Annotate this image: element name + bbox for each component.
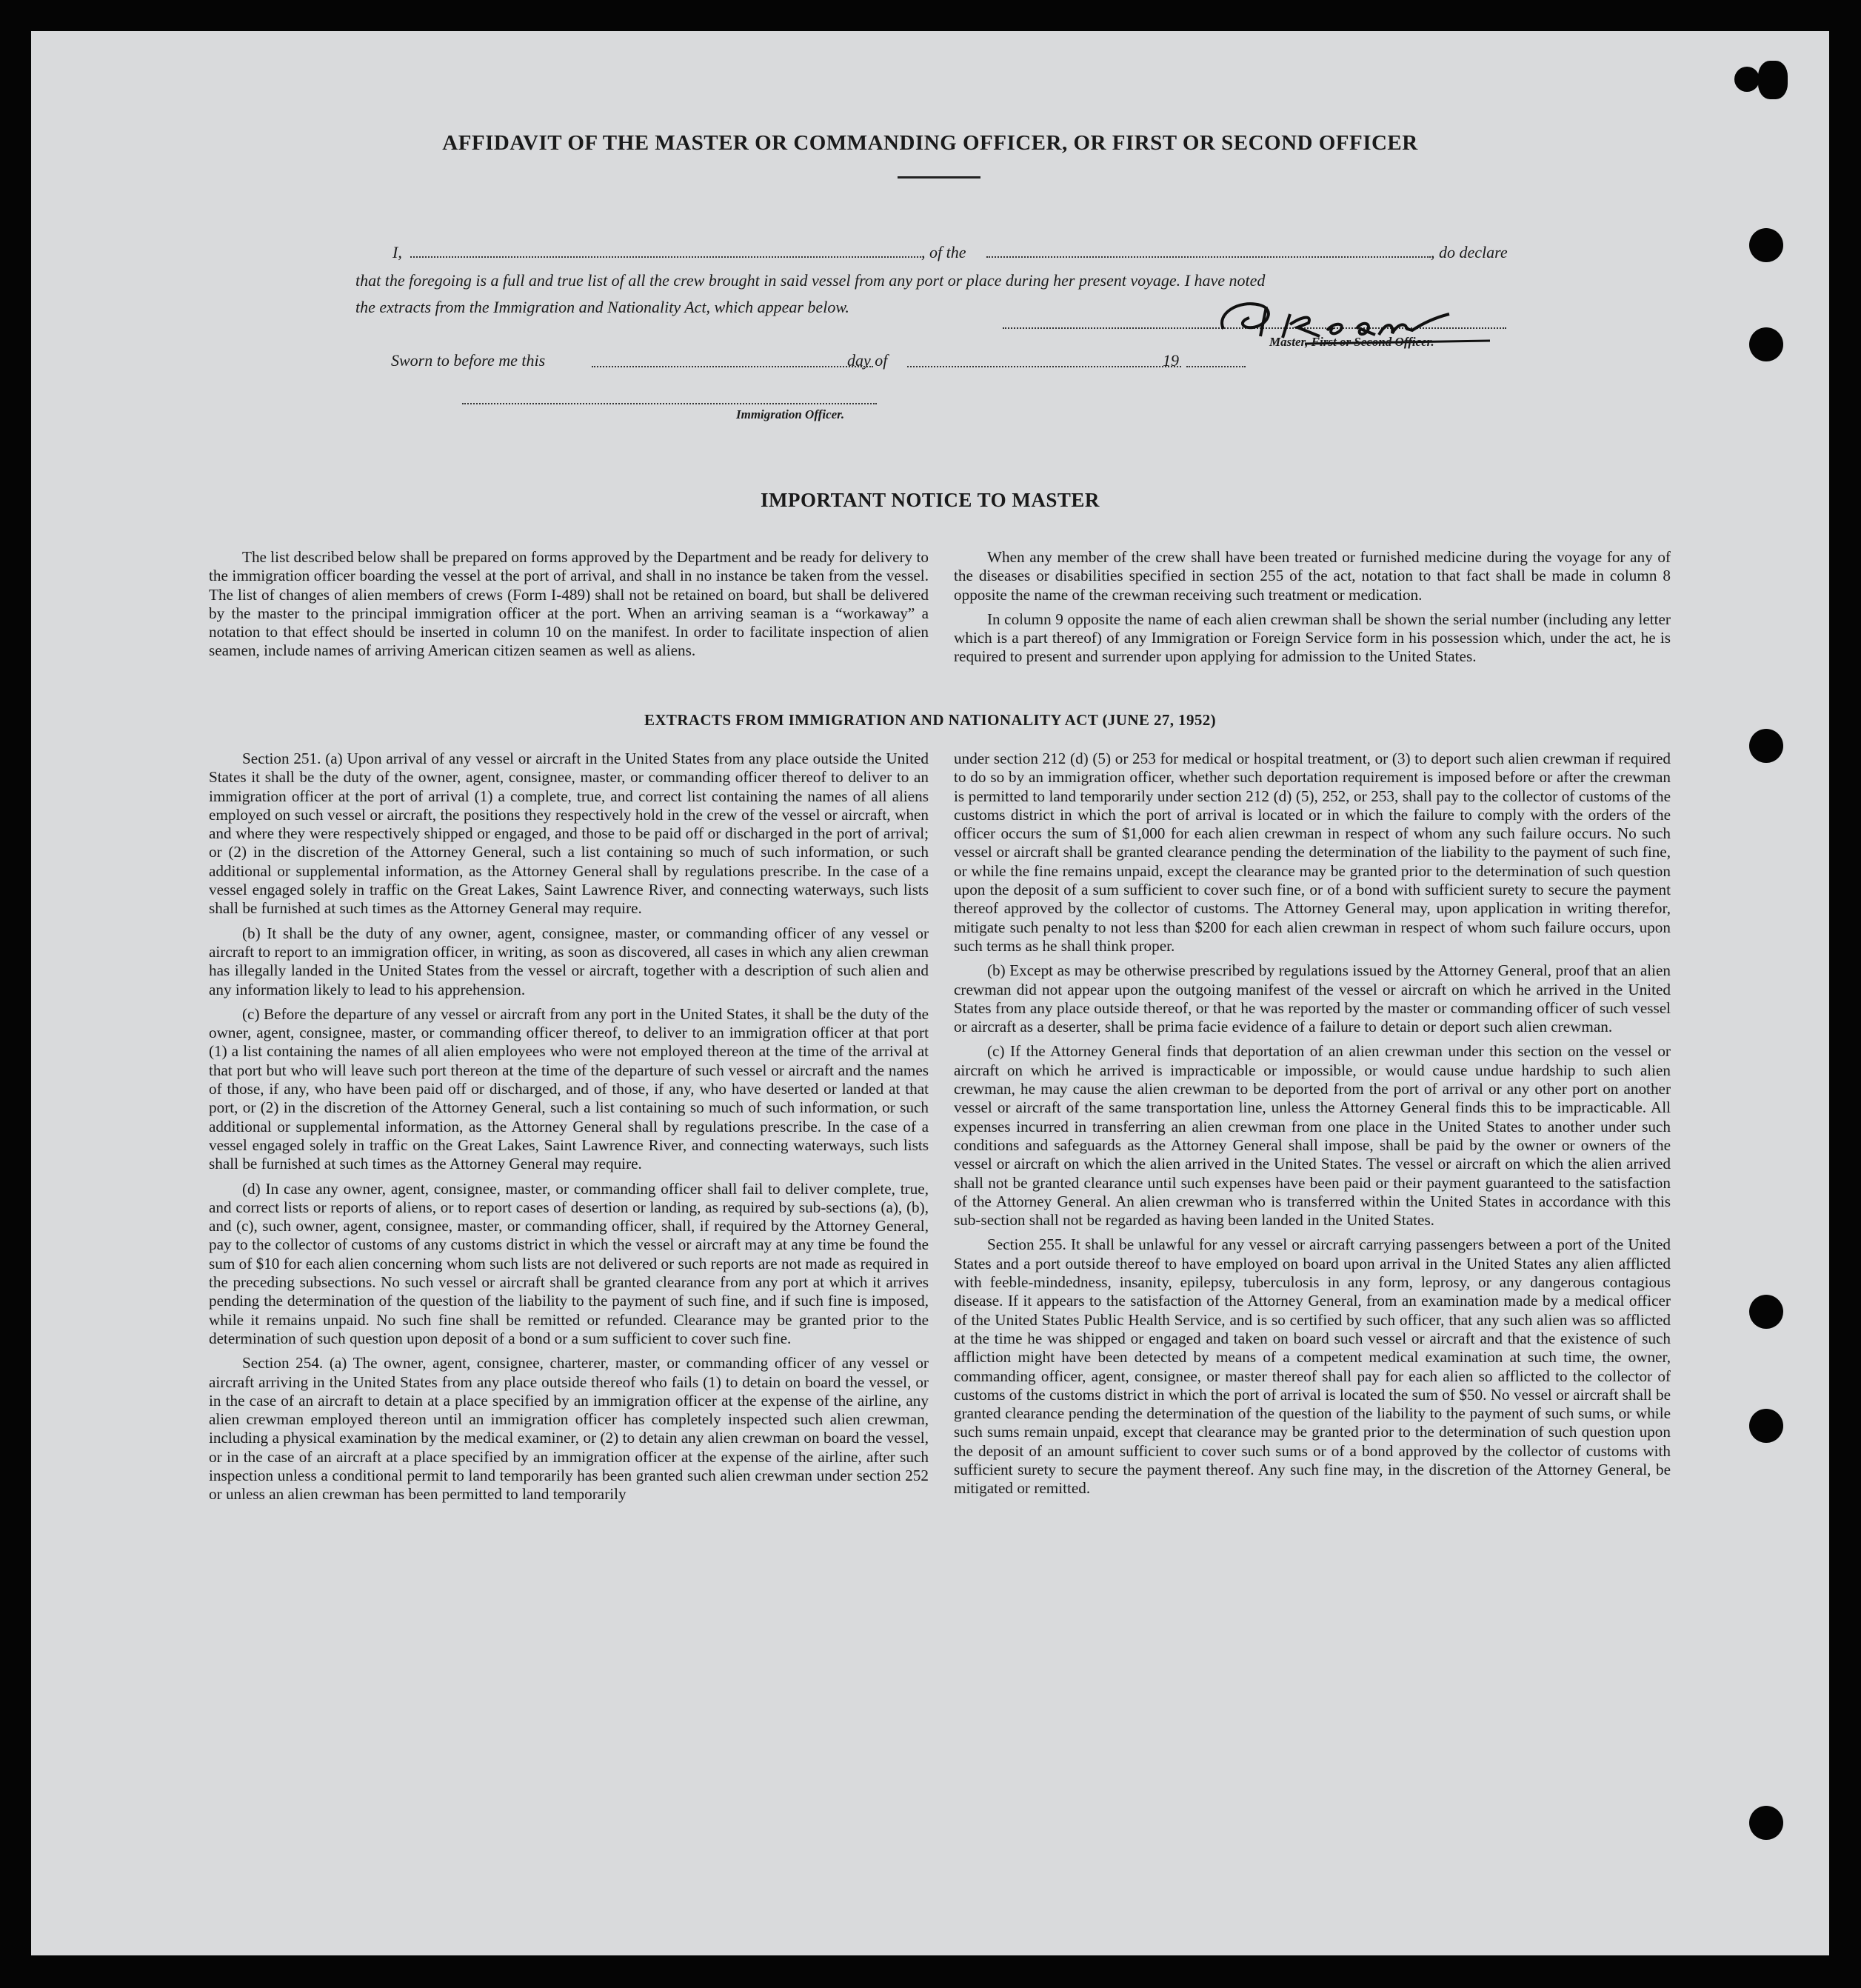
affidavit-statement-line-2: the extracts from the Immigration and Nationality Act, which appear below. (355, 298, 849, 316)
section-254-a-continued: under section 212 (d) (5) or 253 for medical or hospital treatment, or (3) to deport such alien crewman if required to do so by an immigration officer, whether such deportation requirement is imposed before or after the crewman is permitted to land temporarily under section 212 (d) (5), 252, or 253, shall pay to the collector of customs of the customs district in which the port of arrival is located or in which the failure to comply with the orders of the officer occurs the sum of $1,000 for each alien crewman in respect of whom any such failure occurs. No such vessel or aircraft shall be granted clearance pending the determination of the liability to the payment of such fine, or while the fine remains unpaid, except the clearance may be granted prior to the determination of such question upon the deposit of a sum sufficient to cover such fine, or of a bond with sufficient surety to secure the payment thereof approved by the collector of customs. The Attorney General may, upon application in writing therefor, mitigate such penalty to not less than $200 for each alien crewman in respect of whom such failure occurs, upon such terms as he shall think proper. (954, 750, 1671, 955)
sworn-month-field[interactable] (907, 366, 1181, 367)
punch-hole (1749, 327, 1783, 361)
notice-right-paragraph-2: In column 9 opposite the name of each alien crewman shall be shown the serial number (including any letter which is a part thereof) of any Immigration or Foreign Service form in his possession which, under the act, he is required to present and surrender upon applying for admission to the United States. (954, 610, 1671, 666)
punch-hole (1749, 228, 1783, 262)
notice-right-column (954, 548, 1671, 667)
immigration-officer-signature-line[interactable] (462, 403, 877, 404)
sworn-year-field[interactable] (1186, 366, 1246, 367)
extracts-left-column (209, 750, 929, 1504)
punch-hole (1749, 1806, 1783, 1840)
sworn-day-of-label: day of (847, 351, 888, 370)
section-251-a: Section 251. (a) Upon arrival of any vessel or aircraft in the United States from any place outside the United States it shall be the duty of the owner, agent, consignee, master, or commanding officer thereof to deliver to an immigration officer at the port of arrival (1) a complete, true, and correct list containing the names of all aliens employed on such vessel or aircraft, the positions they respectively hold in the crew of the vessel or aircraft, when and where they were respectively shipped or engaged, and those to be paid off or discharged in the port of arrival; or (2) in the discretion of the Attorney General, such a list containing so much of such information, or such additional or supplemental information, as the Attorney General shall by regulations prescribe. In the case of a vessel engaged solely in traffic on the Great Lakes, Saint Lawrence River, and connecting waterways, such lists shall be furnished at such times as the Attorney General may require. (209, 750, 929, 918)
affidavit-declare-label: , do declare (1431, 243, 1508, 261)
section-254-c: (c) If the Attorney General finds that deportation of an alien crewman under this section on the vessel or aircraft on which he arrived is impracticable or impossible, or would cause undue hardship to such alien crewman, he may cause the alien crewman to be deported from the port of arrival or any other port on another vessel or aircraft of the same transportation line, unless the Attorney General finds this to be impracticable. All expenses incurred in transferring an alien crewman from one place in the United States to another under such conditions and safeguards as the Attorney General shall impose, shall be paid by the owner or owners of the vessel or aircraft on which the alien arrived in the United States. The vessel or aircraft on which the alien arrived shall not be granted clearance until such expenses have been paid or their payment guaranteed to the satisfaction of the Attorney General. An alien crewman who is transferred within the United States in accordance with this sub-section shall not be regarded as having been landed in the United States. (954, 1042, 1671, 1230)
affidavit-of-the-label: , of the (921, 243, 966, 261)
punch-hole (1749, 729, 1783, 763)
sworn-day-field[interactable] (592, 366, 873, 367)
extracts-right-column (954, 750, 1671, 1498)
notice-right-paragraph-1: When any member of the crew shall have been treated or furnished medicine during the voyage for any of the diseases or disabilities specified in section 255 of the act, notation to that fact shall be made in column 8 opposite the name of the crewman receiving such treatment or medication. (954, 548, 1671, 604)
section-251-d: (d) In case any owner, agent, consignee, master, or commanding officer shall fail to deliver complete, true, and correct lists or reports of aliens, or to report cases of desertion or landing, as required by sub-sections (a), (b), and (c), such owner, agent, consignee, master, or commanding officer, shall, if required by the Attorney General, pay to the collector of customs of any customs district in which the vessel or aircraft may at any time be found the sum of $10 for each alien concerning whom such lists are not delivered or such reports are not made as required in the preceding subsections. No such vessel or aircraft shall be granted clearance from any port at which it arrives pending the determination of the question of the liability to the payment of such fine, and if such fine is imposed, while it remains unpaid. No such fine shall be remitted or refunded. Clearance may be granted prior to the determination of such question upon deposit of a bond or a sum sufficient to cover such fine. (209, 1179, 929, 1347)
extracts-title: EXTRACTS FROM IMMIGRATION AND NATIONALITY ACT (JUNE 27, 1952) (644, 711, 1217, 729)
notice-left-paragraph: The list described below shall be prepared on forms approved by the Department and be ready for delivery to the immigration officer boarding the vessel at the port of arrival, and shall in no instance be taken from the vessel. The list of changes of alien members of crews (Form I-489) shall not be retained on board, but shall be delivered by the master to the principal immigration officer at the port. When an arriving seaman is a “workaway” a notation to that effect should be inserted in column 10 on the manifest. In order to facilitate inspection of alien seamen, include names of arriving American citizen seamen as well as aliens. (209, 548, 929, 660)
punch-hole (1734, 67, 1760, 92)
affidavit-title: AFFIDAVIT OF THE MASTER OR COMMANDING OFFICER, OR FIRST OR SECOND OFFICER (442, 131, 1418, 155)
form-page (31, 31, 1829, 1955)
section-255: Section 255. It shall be unlawful for any vessel or aircraft carrying passengers between a port of the United States and a port outside thereof to have employed on board upon arrival in the United States any alien afflicted with feeble-mindedness, insanity, epilepsy, tuberculosis in any form, leprosy, or any dangerous contagious disease. If it appears to the satisfaction of the Attorney General, from an examination made by a medical officer of the United States Public Health Service, and is so certified by such officer, that any such alien was so afflicted at the time he was shipped or engaged and taken on board such vessel or aircraft and that the existence of such affliction might have been detected by means of a competent medical examination at such time, the owner, commanding officer, agent, consignee, or master thereof shall pay for each alien so afflicted to the collector of customs of the customs district in which the port of arrival is located the sum of $50. No vessel or aircraft shall be granted clearance pending the determination of the question of the liability to the payment of such sums, or while such sums remain unpaid, except that clearance may be granted prior to the determination of such question upon the deposit of an amount sufficient to cover such sums or of a bond approved by the collector of customs with sufficient surety to secure the payment thereof. Any such fine may, in the discretion of the Attorney General, be mitigated or remitted. (954, 1235, 1671, 1498)
notice-title: IMPORTANT NOTICE TO MASTER (761, 489, 1100, 511)
title-divider (898, 176, 980, 179)
punch-hole (1758, 61, 1788, 99)
immigration-officer-label: Immigration Officer. (736, 407, 845, 421)
punch-hole (1749, 1295, 1783, 1329)
declarant-name-field[interactable] (410, 256, 921, 258)
punch-hole (1749, 1409, 1783, 1443)
notice-left-column (209, 548, 929, 661)
vessel-name-field[interactable] (986, 256, 1431, 258)
sworn-label: Sworn to before me this (391, 351, 546, 370)
section-254-b: (b) Except as may be otherwise prescribed by regulations issued by the Attorney General, proof that an alien crewman did not appear upon the outgoing manifest of the vessel or aircraft on which he arrived in the United States from any place outside thereof, or that he was reported by the master or commanding officer of such vessel or aircraft as a deserter, shall be prima facie evidence of a failure to detain or deport such alien crewman. (954, 961, 1671, 1036)
signature-caption: Master, First or Second Officer. (1269, 335, 1434, 349)
affidavit-i-label: I, (392, 243, 402, 261)
affidavit-statement-line-1: that the foregoing is a full and true list of all the crew brought in said vessel from any port or place during her present voyage. I have noted (355, 271, 1266, 290)
section-251-b: (b) It shall be the duty of any owner, agent, consignee, master, or commanding officer of any vessel or aircraft to report to an immigration officer, in writing, as soon as discovered, all cases in which any alien crewman has illegally landed in the United States from the vessel or aircraft, together with a description of such alien and any information likely to lead to his apprehension. (209, 924, 929, 998)
section-251-c: (c) Before the departure of any vessel or aircraft from any port in the United States, it shall be the duty of the owner, agent, consignee, master, or commanding officer thereof, to deliver to an immigration officer at that port (1) a list containing the names of all alien employees who were not employed thereon at the time of the arrival at that port but who will leave such port thereon at the time of the departure of such vessel or aircraft and the names of those, if any, who have been paid off or discharged, and of those, if any, who have deserted or landed at that port, or (2) in the discretion of the Attorney General, such a list containing so much of such information, or such additional or supplemental information, as the Attorney General shall by regulations prescribe. In the case of a vessel engaged solely in traffic on the Great Lakes, Saint Lawrence River, and connecting waterways, such lists shall be furnished at such times as the Attorney General may require. (209, 1004, 929, 1173)
section-254-a: Section 254. (a) The owner, agent, consignee, charterer, master, or commanding officer of any vessel or aircraft arriving in the United States from any place outside thereof who fails (1) to detain on board the vessel, or in the case of an aircraft to detain at a place specified by an immigration officer at the expense of the airline, any alien crewman employed thereon until an immigration officer has completely inspected such alien crewman, including a physical examination by the medical examiner, or (2) to detain any alien crewman on board the vessel, or in the case of an aircraft at a place specified by an immigration officer at the expense of the airline, after such inspection unless a conditional permit to land temporarily has been granted such alien crewman under section 252 or unless an alien crewman has been permitted to land temporarily (209, 1354, 929, 1504)
sworn-year-label: 19 (1163, 351, 1179, 370)
